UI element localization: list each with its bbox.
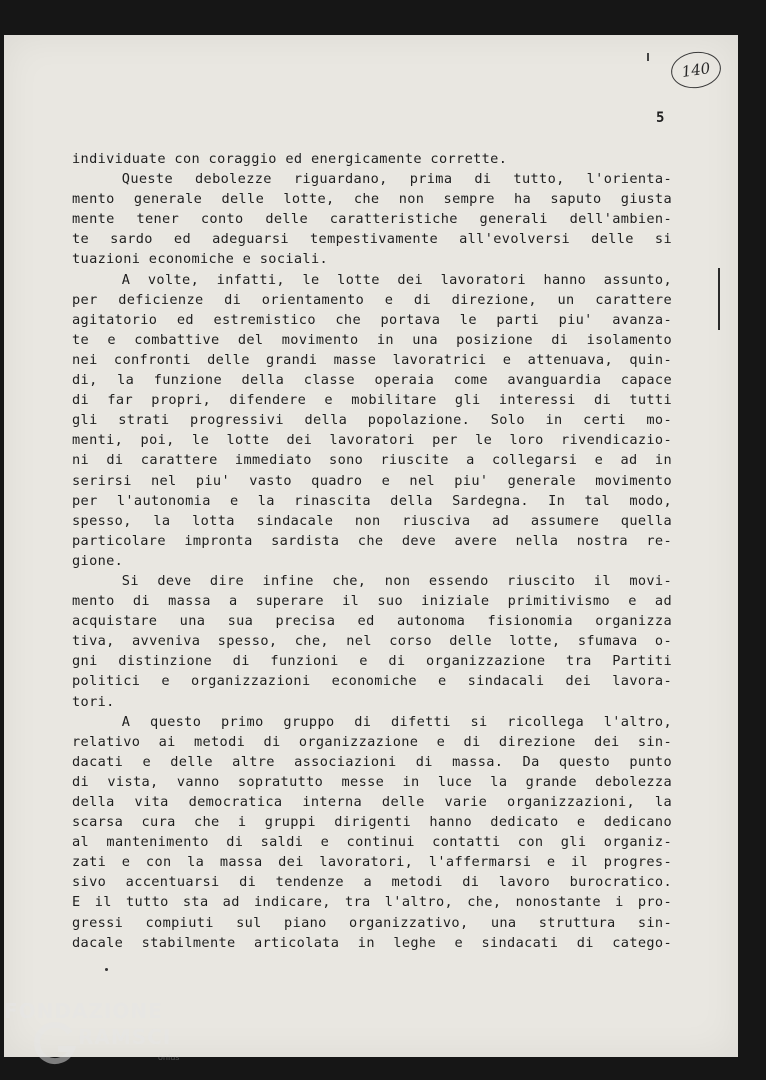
text-line: tuazioni economiche e sociali. xyxy=(72,251,329,268)
text-line: dacale stabilmente articolata in leghe e sindacati di catego- xyxy=(72,934,672,951)
watermark-subtitle: onlus xyxy=(158,1053,180,1062)
text-line: al mantenimento di saldi e continui contatti con gli organiz- xyxy=(72,834,672,851)
ink-dot xyxy=(105,968,108,971)
text-line: scarsa cura che i gruppi dirigenti hanno dedicato e dedicano xyxy=(72,814,672,831)
text-line: te e combattive del movimento in una posizione di isolamento xyxy=(72,331,672,348)
text-line: sivo accentuarsi di tendenze a metodi di lavoro burocratico. xyxy=(72,874,672,891)
text-line: gli strati progressivi della popolazione. Solo in certi mo- xyxy=(72,412,672,429)
text-line: gni distinzione di funzioni e di organizzazione tra Partiti xyxy=(72,653,672,670)
text-line: individuate con coraggio ed energicamente corrette. xyxy=(72,151,508,167)
pencil-tick-mark xyxy=(647,53,649,61)
text-line: gressi compiuti sul piano organizzativo, una struttura sin- xyxy=(72,914,672,931)
watermark-line-2: RAMSCI xyxy=(78,1025,172,1049)
text-line: tiva, avveniva spesso, che, nel corso delle lotte, sfumava o- xyxy=(72,633,672,650)
text-line: spesso, la lotta sindacale non riusciva ad assumere quella xyxy=(72,512,672,529)
text-line: nei confronti delle grandi masse lavoratrici e attenuava, quin- xyxy=(72,351,672,368)
typewritten-body-text xyxy=(72,149,672,953)
text-line: Queste debolezze riguardano, prima di tutto, l'orienta- xyxy=(121,171,672,188)
text-line: particolare impronta sardista che deve avere nella nostra re- xyxy=(72,532,672,549)
archive-watermark xyxy=(2,995,202,1077)
text-line: mente tener conto delle caratteristiche generali dell'ambien- xyxy=(72,211,672,228)
text-line: relativo ai metodi di organizzazione e di direzione dei sin- xyxy=(72,733,672,750)
text-line: agitatorio ed estremistico che portava le parti piu' avanza- xyxy=(72,311,672,328)
text-line: politici e organizzazioni economiche e sindacali dei lavora- xyxy=(72,673,672,690)
text-line: ni di carattere immediato sono riuscite a collegarsi e ad in xyxy=(72,452,672,469)
text-line: E il tutto sta ad indicare, tra l'altro, che, nonostante i pro- xyxy=(72,894,672,911)
text-line: mento generale delle lotte, che non sempre ha saputo giusta xyxy=(72,191,672,208)
text-line: acquistare una sua precisa ed autonoma fisionomia organizza xyxy=(72,613,672,630)
text-line: tori. xyxy=(72,693,115,710)
text-line: Si deve dire infine che, non essendo riuscito il movi- xyxy=(121,572,672,589)
text-line: di far propri, difendere e mobilitare gli interessi di tutti xyxy=(72,392,672,409)
watermark-line-1: FONDAZIONE xyxy=(4,999,163,1023)
text-line: mento di massa a superare il suo iniziale primitivismo e ad xyxy=(72,593,672,610)
text-line: menti, poi, le lotte dei lavoratori per le loro rivendicazio- xyxy=(72,432,672,449)
text-line: serirsi nel piu' vasto quadro e nel piu' generale movimento xyxy=(72,472,672,489)
text-line: dacati e delle altre associazioni di massa. Da questo punto xyxy=(72,753,672,770)
text-line: per deficienze di orientamento e di direzione, un carattere xyxy=(72,291,672,308)
text-line: di vista, vanno sopratutto messe in luce la grande debolezza xyxy=(72,773,672,790)
g-logo-icon xyxy=(30,1019,80,1069)
page-number: 5 xyxy=(656,110,665,126)
text-line: della vita democratica interna delle varie organizzazioni, la xyxy=(72,794,672,810)
text-line: gione. xyxy=(72,552,124,569)
margin-marker-line xyxy=(718,268,720,330)
text-line: per l'autonomia e la rinascita della Sardegna. In tal modo, xyxy=(72,492,672,509)
text-line: zati e con la massa dei lavoratori, l'affermarsi e il progres- xyxy=(72,854,672,871)
text-line: di, la funzione della classe operaia come avanguardia capace xyxy=(72,372,672,389)
archive-stamp-number: 140 xyxy=(680,59,712,81)
text-line: A volte, infatti, le lotte dei lavoratori hanno assunto, xyxy=(121,271,672,288)
text-line: A questo primo gruppo di difetti si ricollega l'altro, xyxy=(121,713,672,730)
text-line: te sardo ed adeguarsi tempestivamente all'evolversi delle si xyxy=(72,231,672,248)
